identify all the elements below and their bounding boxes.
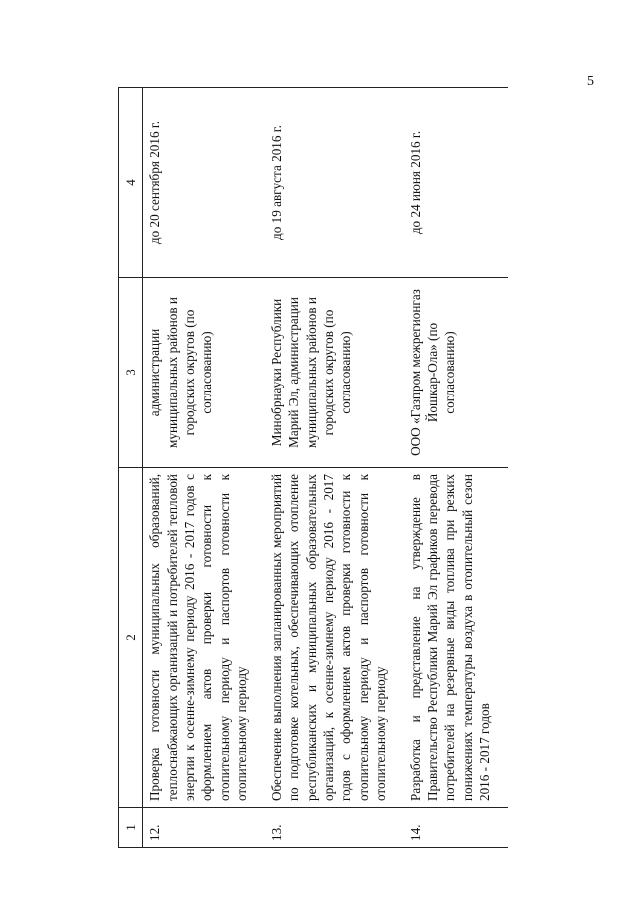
table-row bbox=[143, 88, 265, 848]
column-header-1: 1 bbox=[119, 808, 143, 848]
row-number: 14. bbox=[404, 808, 508, 848]
deadline: до 19 августа 2016 г. bbox=[265, 88, 404, 278]
responsible-party: Минобрнауки Республики Марий Эл, администрации муниципальных районов и городских округов (по согласованию) bbox=[265, 278, 404, 468]
table-header-row bbox=[119, 88, 143, 848]
row-number: 13. bbox=[265, 808, 404, 848]
page-number: 5 bbox=[587, 74, 594, 89]
responsible-party: администрации муниципальных районов и городских округов (по согласованию) bbox=[143, 278, 265, 468]
deadline: до 20 сентября 2016 г. bbox=[143, 88, 265, 278]
column-header-3: 3 bbox=[119, 278, 143, 468]
responsible-party: ООО «Газпром межрегионгаз Йошкар-Ола» (по согласованию) bbox=[404, 278, 508, 468]
row-number: 12. bbox=[143, 808, 265, 848]
plan-table bbox=[118, 87, 508, 848]
task-description: Разработка и представление на утверждение в Правительство Республики Марий Эл графиков перевода потребителей на резервные виды топлива при резких понижениях температуры воздуха в отопительный сезон 2016 - 2017 годов bbox=[404, 468, 508, 808]
task-description: Проверка готовности муниципальных образований, теплоснабжающих организаций и потребителей тепловой энергии к осенне-зимнему периоду 2016 - 2017 годов с оформлением актов проверки готовности к отопительному периоду и паспортов готовности к отопительному периоду bbox=[143, 468, 265, 808]
task-description: Обеспечение выполнения запланированных мероприятий по подготовке котельных, обеспечивающих отопление республиканских и муниципальных образовательных организаций, к осенне-зимнему периоду 2016 - 2017 годов с оформлением актов проверки готовности к отопительному периоду и паспортов готовности к отопительному периоду bbox=[265, 468, 404, 808]
table-row bbox=[404, 88, 508, 848]
column-header-2: 2 bbox=[119, 468, 143, 808]
table-row bbox=[265, 88, 404, 848]
column-header-4: 4 bbox=[119, 88, 143, 278]
rotated-table-container bbox=[118, 88, 578, 848]
deadline: до 24 июня 2016 г. bbox=[404, 88, 508, 278]
